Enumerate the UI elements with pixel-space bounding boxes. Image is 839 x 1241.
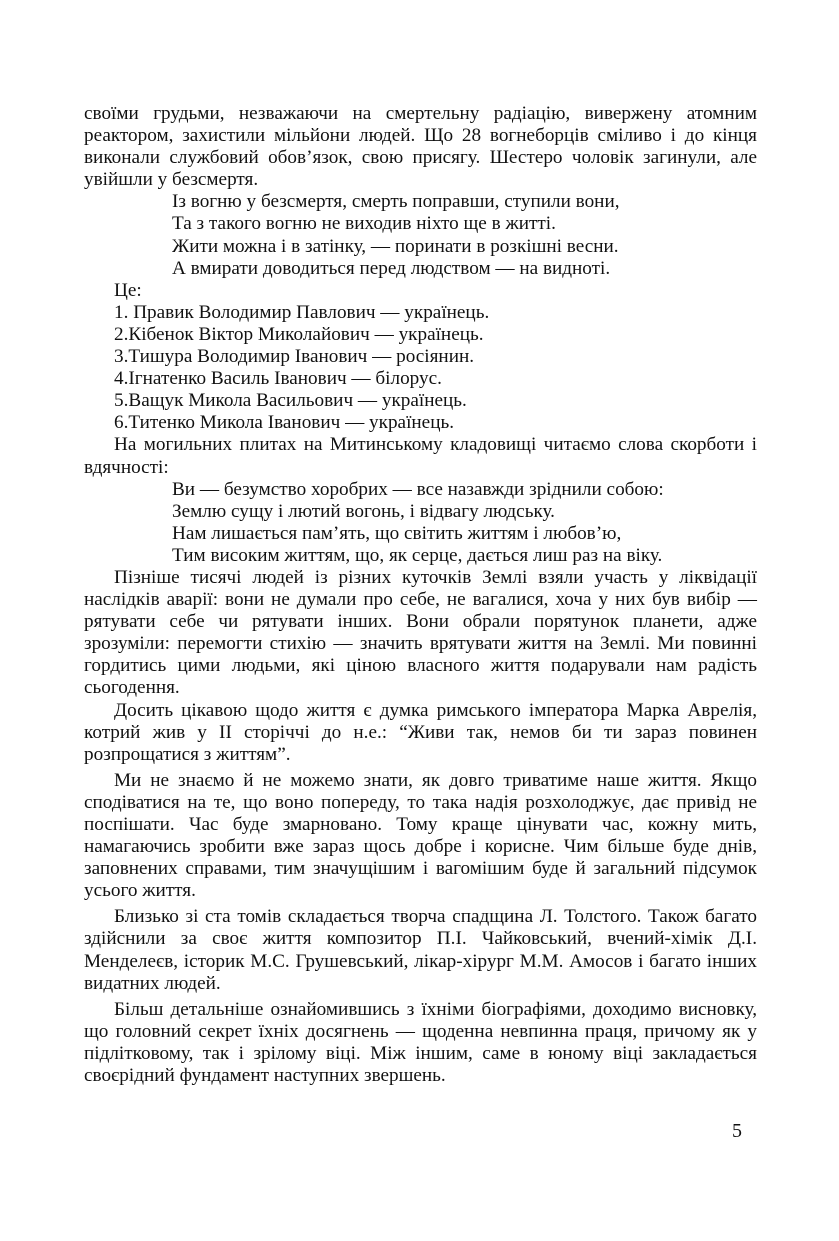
poem-line: Із вогню у безсмертя, смерть поправши, ступили вони, xyxy=(172,191,620,213)
list-intro: Це: xyxy=(114,279,142,301)
poem-stanza-2 xyxy=(84,479,757,567)
paragraph-great-people: Близько зі ста томів складається творча спадщина Л. Толстого. Також багато здійснили за своє життя композитор П.І. Чайковський, вчений-хімік Д.І. Менделеєв, історик М.С. Грушевський, лікар-хірург М.М. Амосов і багато інших видатних людей. xyxy=(84,906,757,994)
poem-line: А вмирати доводиться перед людством — на видноті. xyxy=(172,257,611,279)
list-item: 1. Правик Володимир Павлович — українець. xyxy=(114,301,490,323)
poem-line: Жити можна і в затінку, — поринати в розкішні весни. xyxy=(172,235,619,257)
list-item: 3.Тишура Володимир Іванович — росіянин. xyxy=(114,346,475,368)
paragraph-marcus-aurelius: Досить цікавою щодо життя є думка римського імператора Марка Аврелія, котрий жив у ІІ сторіччі до н.е.: “Живи так, немов би ти зараз повинен розпрощатися з життям”. xyxy=(84,699,757,765)
list-item: 2.Кібенок Віктор Миколайович — українець. xyxy=(114,323,484,345)
list-item: 5.Ващук Микола Васильович — українець. xyxy=(114,390,467,412)
paragraph-liquidators: Пізніше тисячі людей із різних куточків Землі взяли участь у ліквідації наслідків аварії: вони не думали про себе, не вагалися, хоча у них був вибір — рятувати себе чи рятувати інших. Вони обрали порятунок планети, адже зрозуміли: перемогти стихію — значить врятувати життя на Землі. Ми повинні гордитись цими людьми, які ціною власного життя подарували нам радість сьогодення. xyxy=(84,566,757,699)
page-number: 5 xyxy=(732,1120,742,1142)
poem-line: Землю сущу і лютий вогонь, і відвагу людську. xyxy=(172,500,555,522)
list-item: 6.Титенко Микола Іванович — українець. xyxy=(114,412,455,434)
paragraph-continuation: своїми грудьми, незважаючи на смертельну радіацію, виверженy атомним реактором, захистили мільйони людей. Що 28 вогнеборців сміливо і до кінця виконали службовий обов’язок, свою присягу. Шестеро чоловік загинули, але увійшли у безсмертя. xyxy=(84,103,757,191)
poem-stanza-1 xyxy=(84,191,757,279)
firefighters-list xyxy=(84,280,757,435)
list-item: 4.Ігнатенко Василь Іванович — білорус. xyxy=(114,368,442,390)
poem-line: Тим високим життям, що, як серце, дається лиш раз на віку. xyxy=(172,544,663,566)
paragraph-value-of-time: Ми не знаємо й не можемо знати, як довго триватиме наше життя. Якщо сподіватися на те, що воно попереду, то така надія розхолоджує, дає привід не поспішати. Час буде змарновано. Тому краще цінувати час, кожну мить, намагаючись зробити вже зараз щось добре і корисне. Чим більше буде днів, заповнених справами, тим значущішим і вагомішим буде й загальний підсумок усього життя. xyxy=(84,769,757,902)
page-body xyxy=(84,103,757,1087)
poem-line: Та з такого вогню не виходив ніхто ще в житті. xyxy=(172,213,556,235)
paragraph-gravestones: На могильних плитах на Митинському кладовищі читаємо слова скорботи і вдячності: xyxy=(84,434,757,478)
poem-line: Ви — безумство хоробрих — все назавжди зріднили собою: xyxy=(172,478,664,500)
paragraph-daily-work: Більш детальніше ознайомившись з їхніми біографіями, доходимо висновку, що головний секрет їхніх досягнень — щоденна невпинна праця, причому як у підлітковому, так і зрілому віці. Між іншим, саме в юному віці закладається своєрідний фундамент наступних звершень. xyxy=(84,998,757,1087)
poem-line: Нам лишається пам’ять, що світить життям і любов’ю, xyxy=(172,522,622,544)
